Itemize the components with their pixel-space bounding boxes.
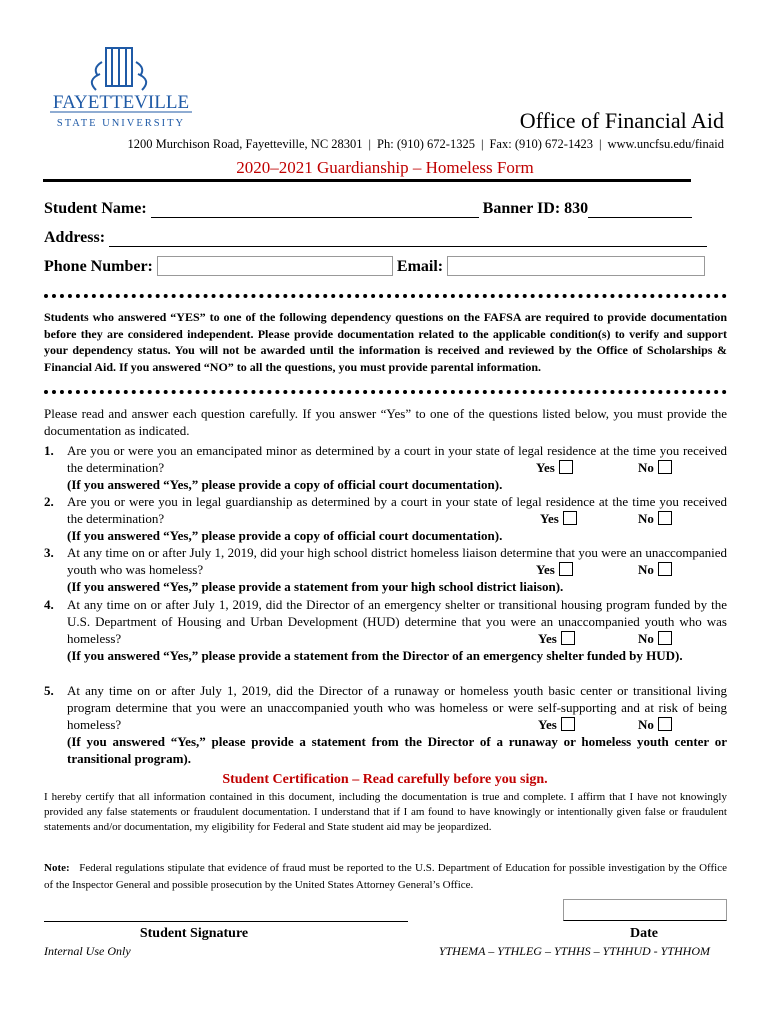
- student-name-label: Student Name:: [44, 200, 147, 217]
- title-rule: [43, 179, 691, 182]
- email-field[interactable]: [447, 256, 705, 276]
- address-field[interactable]: [109, 228, 707, 247]
- university-logo: [46, 44, 196, 132]
- certification-text: I hereby certify that all information contained in this document, including the documentation is true and complete. I affirm that I have not knowingly provided any false statements or fraudulent documentation. I understand that if I am found to have knowingly or intentionally given false or fraudulent statements and/or documentation, my eligibility for Federal and State student aid may be jeopardized.: [44, 791, 727, 833]
- yes-checkbox[interactable]: [559, 460, 573, 474]
- email-label: Email:: [396, 258, 444, 275]
- question-text: At any time on or after July 1, 2019, did your high school district homeless liaison determine that you were an unaccompanied youth who was homeless?: [67, 545, 727, 577]
- question-note: (If you answered “Yes,” please provide a statement from the Director of a runaway or homeless youth center or transitional program).: [67, 734, 727, 766]
- banner-id-field[interactable]: [588, 199, 692, 218]
- question-3: 3. At any time on or after July 1, 2019, did your high school district homeless liaison determine that you were an unaccompanied youth who was homeless? (If you answered “Yes,” please provide a statement from your high school district liaison). Yes No: [44, 545, 727, 594]
- no-checkbox[interactable]: [658, 717, 672, 731]
- logo-subtitle: STATE UNIVERSITY: [56, 118, 186, 129]
- note-label: Note:: [44, 862, 70, 874]
- question-text: Are you or were you in legal guardianship as determined by a court in your state of legal residence at the time you received the determination?: [67, 494, 727, 526]
- banner-id-label: Banner ID: 830: [482, 200, 589, 217]
- website-text: www.uncfsu.edu/finaid: [607, 137, 724, 151]
- certification-title: Student Certification – Read carefully before you sign.: [222, 772, 548, 787]
- question-text: Are you or were you an emancipated minor as determined by a court in your state of legal residence at the time you received the determination?: [67, 443, 727, 475]
- question-note: (If you answered “Yes,” please provide a statement from your high school district liaison).: [67, 579, 564, 594]
- question-text: At any time on or after July 1, 2019, did the Director of an emergency shelter or transitional housing program funded by the U.S. Department of Housing and Urban Development (HUD) determine that you were an unaccompanied youth who was homeless?: [67, 597, 727, 646]
- dotted-divider-top: [44, 294, 727, 298]
- question-5: 5. At any time on or after July 1, 2019, did the Director of a runaway or homeless youth basic center or transitional living program determine that you were an unaccompanied youth who was homeless or were self-supporting and at risk of being homeless? (If you answered “Yes,” please provide a statement from the Director of a runaway or homeless youth center or transitional program). Yes No: [44, 683, 727, 766]
- phone-text: Ph: (910) 672-1325: [377, 137, 475, 151]
- question-4: 4. At any time on or after July 1, 2019, did the Director of an emergency shelter or transitional housing program funded by the U.S. Department of Housing and Urban Development (HUD) determine that you were an unaccompanied youth who was homeless? (If you answered “Yes,” please provide a statement from the Director of an emergency shelter funded by HUD). Yes No: [44, 597, 727, 663]
- logo-name: FAYETTEVILLE: [52, 92, 190, 113]
- student-name-field[interactable]: [151, 199, 479, 218]
- phone-label: Phone Number:: [44, 258, 153, 275]
- date-field[interactable]: [563, 899, 727, 921]
- question-note: (If you answered “Yes,” please provide a copy of official court documentation).: [67, 528, 503, 543]
- question-2: 2. Are you or were you in legal guardianship as determined by a court in your state of legal residence at the time you received the determination? (If you answered “Yes,” please provide a copy of official court documentation). Yes No: [44, 494, 727, 543]
- contact-line: 1200 Murchison Road, Fayetteville, NC 28301 | Ph: (910) 672-1325 | Fax: (910) 672-1423 | www.uncfsu.edu/finaid: [127, 137, 724, 151]
- phone-email-row: [44, 256, 705, 276]
- form-title: 2020–2021 Guardianship – Homeless Form: [236, 158, 534, 177]
- student-name-row: [44, 199, 692, 218]
- address-row: [44, 228, 707, 247]
- instructions-intro: Please read and answer each question carefully. If you answer “Yes” to one of the questions listed below, you must provide the documentation as indicated.: [44, 406, 727, 438]
- question-text: At any time on or after July 1, 2019, did the Director of a runaway or homeless youth basic center or transitional living program determine that you were an unaccompanied youth who was homeless or were self-supporting and at risk of being homeless?: [67, 683, 727, 732]
- dotted-divider-bottom: [44, 390, 727, 394]
- question-note: (If you answered “Yes,” please provide a statement from the Director of an emergency shelter funded by HUD).: [67, 648, 683, 663]
- no-checkbox[interactable]: [658, 562, 672, 576]
- date-label: Date: [630, 926, 658, 941]
- address-label: Address:: [44, 229, 106, 246]
- question-1: 1. Are you or were you an emancipated minor as determined by a court in your state of legal residence at the time you received the determination? (If you answered “Yes,” please provide a copy of official court documentation). Yes No: [44, 443, 727, 492]
- note-text: Federal regulations stipulate that evidence of fraud must be reported to the U.S. Department of Education for possible investigation by the Office of the Inspector General and possible prosecution by the United States Attorney General’s Office.: [44, 862, 727, 891]
- yes-checkbox[interactable]: [563, 511, 577, 525]
- internal-use-label: Internal Use Only: [44, 944, 131, 958]
- no-checkbox[interactable]: [658, 631, 672, 645]
- phone-field[interactable]: [157, 256, 393, 276]
- signature-label: Student Signature: [139, 926, 249, 941]
- yes-checkbox[interactable]: [559, 562, 573, 576]
- fraud-note: [44, 860, 727, 893]
- no-checkbox[interactable]: [658, 511, 672, 525]
- office-title: Office of Financial Aid: [519, 108, 724, 133]
- yes-checkbox[interactable]: [561, 631, 575, 645]
- fax-text: Fax: (910) 672-1423: [489, 137, 593, 151]
- logo-emblem-icon: [92, 48, 146, 90]
- address-text: 1200 Murchison Road, Fayetteville, NC 28301: [127, 137, 363, 151]
- signature-line[interactable]: [44, 921, 408, 922]
- yes-checkbox[interactable]: [561, 717, 575, 731]
- no-checkbox[interactable]: [658, 460, 672, 474]
- question-note: (If you answered “Yes,” please provide a copy of official court documentation).: [67, 477, 503, 492]
- internal-codes: YTHEMA – YTHLEG – YTHHS – YTHHUD - YTHHOM: [438, 944, 710, 958]
- dependency-instructions: Students who answered “YES” to one of the following dependency questions on the FAFSA are required to provide documentation before they are considered independent. Please provide documentation related to the applicable condition(s) to verify and support your dependency status. You will not be awarded until the information is received and reviewed by the Office of Scholarships & Financial Aid. If you answered “NO” to all the questions, you must provide parental information.: [44, 310, 727, 374]
